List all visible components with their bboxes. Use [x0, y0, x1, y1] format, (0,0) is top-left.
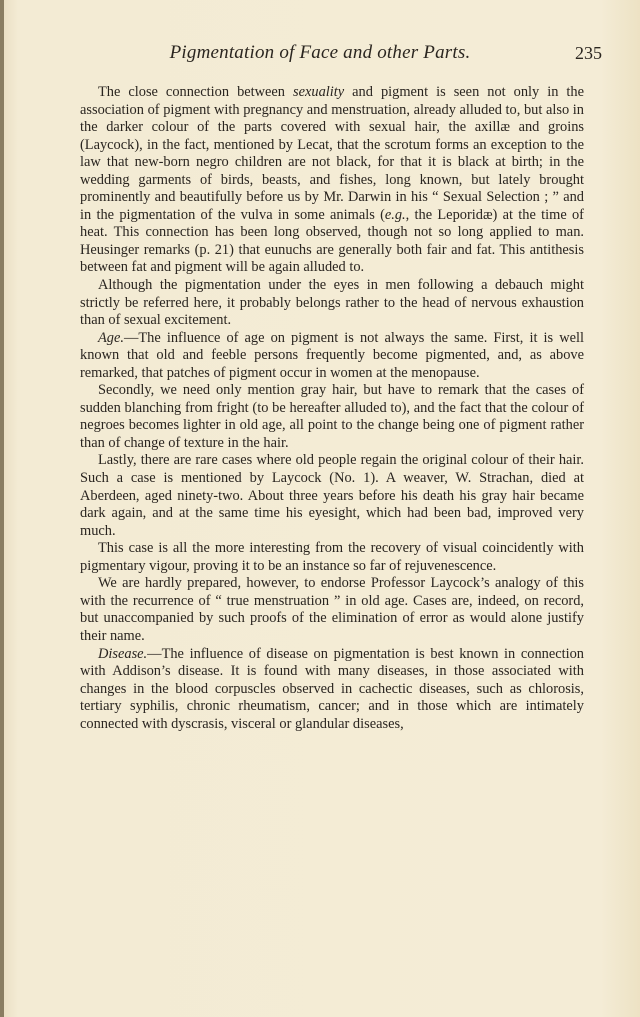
p1-text-c: , the Leporidæ) at the time of heat. This connection has been long observed, though not so long applied to man. Heusinger remarks (p. 21) that eunuchs are generally both fair and fat. This antithesis between fat and pigment will be again alluded to. [80, 206, 584, 276]
p1-emphasis-eg: e.g. [384, 206, 406, 223]
paragraph-laycock-analogy: We are hardly prepared, however, to endorse Professor Laycock’s analogy of this with the recurrence of “ true menstruation ” in old age. Cases are, indeed, on record, but unaccompanied by such proofs of the elimination of error as would alone justify their name. [80, 575, 584, 644]
page-number: 235 [575, 43, 602, 63]
p1-text-a: The close connection between [98, 84, 294, 100]
p1-text-b: and pigment is seen not only in the association of pigment with pregnancy and menstruation, already alluded to, but also in the darker colour of the parts covered with sexual hair, the axillæ and groins (Laycock), in the fact, mentioned by Lecat, that the scrotum forms an exception to the law that new-born negro children are not black, for that it is black at birth; in the wedding garments of birds, beasts, and fishes, long known, but lately brought prominently and beautifully before us by Mr. Darwin in his “ Sexual Selection ; ” and in the pigmentation of the vulva in some animals ( [80, 84, 584, 223]
disease-text: —The influence of disease on pigmentation is best known in connection with Addison’s disease. It is found with many diseases, in those associated with changes in the blood corpuscles observed in cachectic diseases, such as chlorosis, tertiary syphilis, chronic rheumatism, cancer; and in those which are intimately connected with dyscrasis, visceral or glandular diseases, [80, 645, 584, 732]
age-text: —The influence of age on pigment is not always the same. First, it is well known that old and feeble persons frequently become pigmented, and, as above remarked, that patches of pigment occur in women at the menopause. [80, 329, 584, 381]
page-header [0, 42, 640, 68]
disease-heading: Disease. [98, 645, 148, 662]
body-text [80, 84, 584, 733]
age-heading: Age. [98, 329, 124, 346]
paragraph-debauch: Although the pigmentation under the eyes in men following a debauch might strictly be referred here, it probably belongs rather to the head of nervous exhaustion than of sexual excitement. [80, 277, 584, 329]
p1-emphasis-sexuality: sexuality [293, 84, 345, 100]
paragraph-regain-colour: Lastly, there are rare cases where old people regain the original colour of their hair. Such a case is mentioned by Laycock (No. 1). A weaver, W. Strachan, died at Aberdeen, aged ninety-two. About three years before his death his gray hair became dark again, and at the same time his eyesight, which had been bad, improved very much. [80, 452, 584, 539]
paragraph-disease [80, 646, 584, 734]
page-binding-edge [0, 0, 4, 1017]
paragraph-age [80, 330, 584, 383]
paragraph-rejuvenescence: This case is all the more interesting from the recovery of visual coincidently with pigmentary vigour, proving it to be an instance so far of rejuvenescence. [80, 540, 584, 574]
running-title: Pigmentation of Face and other Parts. [169, 42, 471, 63]
paragraph-gray-hair: Secondly, we need only mention gray hair, but have to remark that the cases of sudden blanching from fright (to be hereafter alluded to), and the fact that the colour of negroes becomes lighter in old age, all point to the change being one of pigment rather than of change of texture in the hair. [80, 382, 584, 451]
paragraph-sexuality [80, 84, 584, 277]
